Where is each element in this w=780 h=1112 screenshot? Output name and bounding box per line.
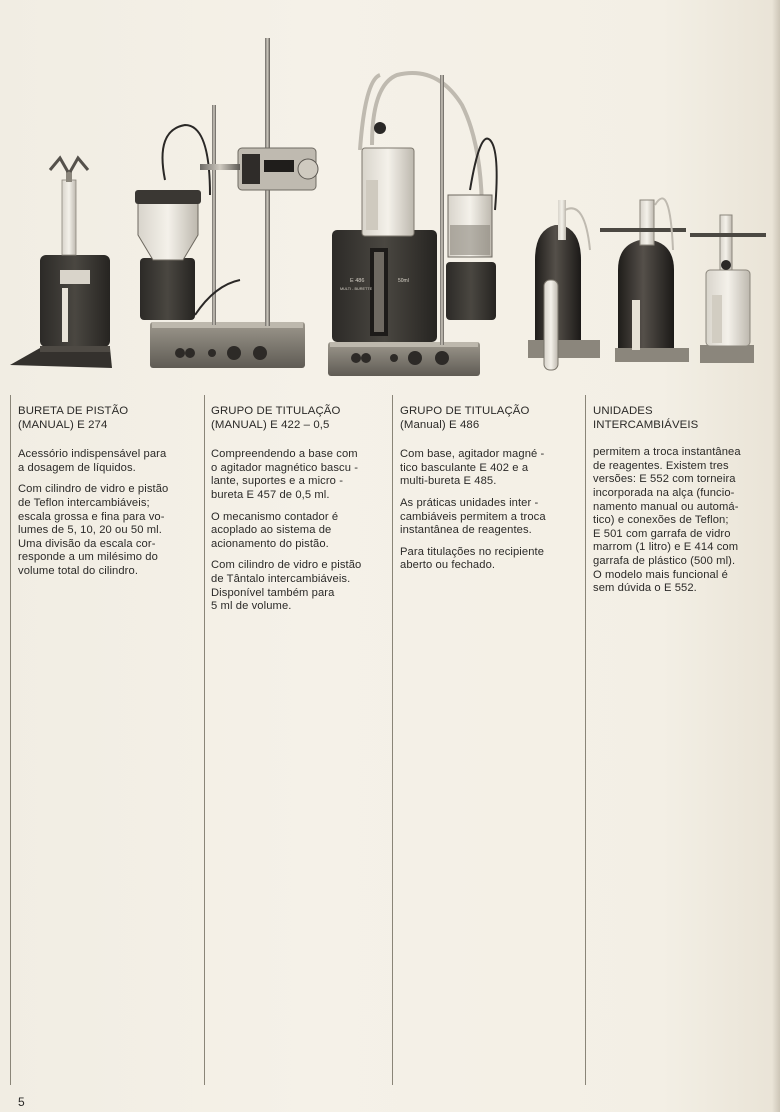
column-titration-group-e486 [400, 405, 582, 581]
column-paragraph: Com cilindro de vidro e pistão de Tântalo intercambiáveis. Disponível também para 5 ml de volume. [211, 559, 362, 613]
column-heading: UNIDADES INTERCAMBIÁVEIS [593, 405, 699, 431]
burette-type-label: MULTI - BURETTE [340, 287, 373, 291]
column-piston-burette [18, 405, 200, 587]
column-titration-group-e422 [211, 405, 389, 622]
column-heading: GRUPO DE TITULAÇÃO (Manual) E 486 [400, 405, 530, 431]
column-paragraph: Com base, agitador magné - tico basculante E 402 e a multi-bureta E 485. [400, 448, 545, 488]
titration-group-e486-illustration [328, 73, 497, 376]
page-edge-shadow [772, 0, 780, 1112]
column-rule-4 [585, 395, 586, 1085]
interchangeable-units-illustration [528, 198, 766, 370]
column-paragraph: Com cilindro de vidro e pistão de Teflon intercambiáveis; escala grossa e fina para vo- lumes de 5, 10, 20 ou 50 ml. Uma divisão da escala cor- responde a um milésimo do volume total do cilindro. [18, 483, 169, 577]
column-interchangeable-units [593, 405, 773, 604]
column-rule-1 [10, 395, 11, 1085]
column-paragraph: Compreendendo a base com o agitador magnético bascu - lante, suportes e a micro - bureta E 457 de 0,5 ml. [211, 448, 359, 501]
piston-burette-illustration [10, 158, 112, 368]
column-paragraph: As práticas unidades inter - cambiáveis permitem a troca instantânea de reagentes. [400, 496, 546, 537]
column-paragraph: permitem a troca instantânea de reagentes. Existem tres versões: E 552 com torneira incorporada na alça (funcio- namento manual ou automá- tico) e conexões de Teflon; E 501 com garrafa de vidro marrom (1 litro) e E 414 com garrafa de plástico (500 ml). O modelo mais funcional é sem dúvida o E 552. [593, 446, 741, 595]
column-paragraph: O mecanismo contador é acoplado ao sistema de acionamento do pistão. [211, 510, 339, 550]
page-number: 5 [18, 1095, 25, 1109]
column-rule-2 [204, 395, 205, 1085]
column-paragraph: Acessório indispensável para a dosagem de líquidos. [18, 448, 167, 474]
column-paragraph: Para titulações no recipiente aberto ou fechado. [400, 545, 545, 572]
titration-group-e422-illustration [135, 38, 318, 368]
burette-model-label: E 486 [350, 278, 365, 284]
column-heading: BURETA DE PISTÃO (MANUAL) E 274 [18, 405, 129, 431]
burette-volume-label: 50ml [398, 278, 409, 284]
equipment-photo [0, 30, 780, 390]
column-heading: GRUPO DE TITULAÇÃO (MANUAL) E 422 – 0,5 [211, 405, 341, 431]
column-rule-3 [392, 395, 393, 1085]
